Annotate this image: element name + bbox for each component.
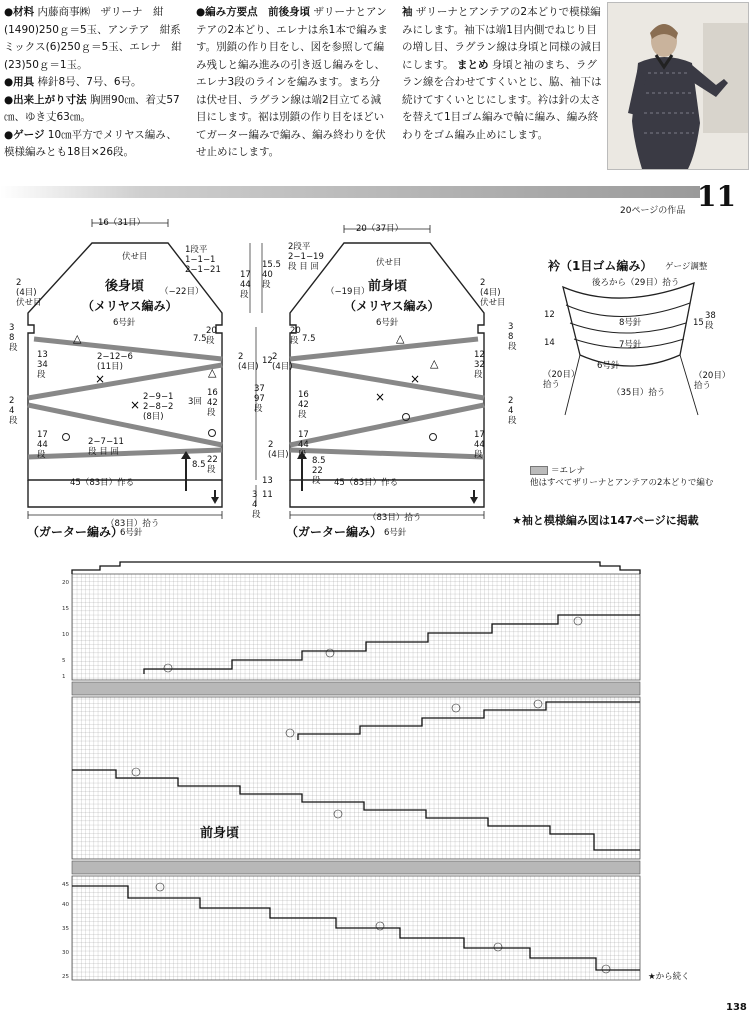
front-cross-mark: × [410,372,421,386]
back-short-row-1: 2−12−6 (11目) [97,352,133,372]
front-top-width: 20（37目） [356,224,404,234]
front-cast-on: 45（83目）作る [334,478,399,488]
center-dim-155: 15.5 40 段 [262,260,281,290]
front-right-3: 3 8 段 [508,322,517,352]
collar-title: 衿（1目ゴム編み） [548,259,653,273]
center-dim-11: 11 [262,490,273,500]
chart-title: 前身頃 [200,826,240,841]
row-label-b0: 45 [62,882,69,888]
materials-column [4,4,186,162]
back-circle-mark-2 [209,430,216,437]
row-label-t1: 15 [62,606,69,612]
legend-elena: ＝エレナ [551,466,586,476]
collar-needle6: 6号針 [597,361,620,371]
back-triangle-mark-2: △ [208,366,217,379]
front-hem-label: （ガーター編み） [286,525,383,539]
sleeve-text: ザリーナとアンテアの2本どりで模様編みにします。袖下は端1目内側でねじり目の増し目、ラグラン線は身頃と同様の減目にします。 [402,6,602,71]
row-label-b4: 25 [62,974,69,980]
back-stripe-3 [28,405,222,445]
collar-needle7: 7号針 [619,340,642,350]
back-right-85: 8.5 [192,460,206,470]
points-label: ●編み方要点 前後身頃 [196,6,311,18]
front-left-85: 8.5 22 段 [312,456,326,486]
page-reference: 20ページの作品 [620,206,686,216]
row-label-b1: 40 [62,902,69,908]
back-title: 後身頃 [105,279,145,294]
collar-front-pick: （35目）拾う [612,388,666,398]
tools-text: 棒針8号、7号、6号。 [37,76,142,88]
collar-back-pick: 後ろから（29目）拾う [592,278,680,288]
collar-needle8: 8号針 [619,318,642,328]
front-circle-mark-2 [430,434,437,441]
back-side-mid: 7.5 [193,334,207,344]
collar-dim-right-38: 38 段 [705,311,716,331]
back-cast-on: 45（83目）作る [70,478,135,488]
page-number: 138 [726,1002,747,1013]
size-text: 胸囲90㎝、着丈57㎝、ゆき丈63㎝。 [4,93,180,123]
back-short-row-2-count: 3回 [188,397,202,407]
front-left-20: 20 段 [290,326,301,346]
tools-label: ●用具 [4,76,35,88]
model-illustration [608,3,748,169]
front-neck-left: （−19目） [326,287,370,297]
chart-continue: ★から続く [648,972,690,982]
front-bind-off: 伏せ目 [376,258,402,268]
finish-label: まとめ [457,58,489,71]
front-left-16: 16 42 段 [298,390,309,420]
front-side-top: 2 (4目) 伏せ目 [480,278,506,308]
yarn-legend [530,465,713,489]
collar-side-left: （20目） 拾う [543,370,580,390]
row-label-b2: 35 [62,926,69,932]
materials-text: 内藤商事㈱ ザリーナ 紺(1490)250ｇ＝5玉、アンテア 紺系ミックス(6)250ｇ＝5玉、エレナ 紺(23)50ｇ＝1玉。 [4,6,182,71]
back-triangle-mark: △ [73,332,82,345]
chart-section-top [72,574,640,680]
center-dim-3: 3 4 段 [252,490,261,520]
center-dim-2: 2 (4目) [268,440,289,460]
back-stripe-4 [28,450,222,457]
back-pickup: （83目）拾う [106,519,160,529]
front-subtitle: （メリヤス編み） [344,299,440,313]
front-cross-mark-2: × [375,390,386,404]
back-right-2: 2 (4目) [238,352,259,372]
back-raglan-note: 1段平 1−1−1 2−1−21 [185,245,221,275]
row-label-b3: 30 [62,950,69,956]
gauge-label: ●ゲージ [4,128,45,141]
front-pickup: （83目）拾う [368,513,422,523]
row-label-t4: 1 [62,674,66,680]
elena-swatch [530,466,548,475]
pattern-number: 11 [697,180,736,213]
model-photo [607,2,749,170]
back-left-3: 3 8 段 [9,323,18,353]
center-dim-37: 37 97 段 [254,384,265,414]
back-top-width: 16（31目） [98,218,146,228]
size-label: ●出来上がり寸法 [4,93,87,106]
back-right-22: 22 段 [207,455,218,475]
front-hem-needle: 6号針 [384,528,407,538]
front-left-17: 17 44 段 [298,430,309,460]
front-triangle-mark: △ [396,332,405,345]
back-left-17: 17 44 段 [37,430,48,460]
collar-dim-left-12: 12 [544,310,555,320]
legend-others: 他はすべてザリーナとアンテアの2本どりで編む [530,478,714,488]
row-label-t2: 10 [62,632,69,638]
back-side-20: 20 段 [206,326,217,346]
instructions-column [196,4,390,162]
back-circle-mark [63,434,70,441]
finish-text: 身頃と袖のまち、ラグラン線を合わせてすくいとじ、脇、袖下は続けてすくいとじにします。衿は針の太さを替えて1目ゴム編みで輪に編み、編み終わりをゴム編み止めにします。 [402,58,602,141]
collar-dim-right-15: 15 [693,318,704,328]
front-left-75: 7.5 [302,334,316,344]
materials-label: ●材料 [4,6,35,18]
front-stripe-3 [290,405,484,445]
back-right-16: 16 42 段 [207,388,218,418]
front-stripe-2 [290,365,484,398]
notice-text: ★袖と模様編み図は147ページに掲載 [512,514,699,527]
row-label-t3: 5 [62,658,66,664]
center-dim-13: 13 [262,476,273,486]
collar-dim-left-14: 14 [544,338,555,348]
sleeve-column [402,4,604,144]
back-cross-mark: × [95,372,106,386]
front-triangle-mark-2: △ [430,357,439,370]
front-left-2: 2 (4目) [272,352,293,372]
front-right-17: 17 44 段 [474,430,485,460]
sleeve-label: 袖 [402,6,413,18]
back-hem-needle: 6号針 [120,528,143,538]
front-title: 前身頃 [368,279,408,294]
back-short-row-2: 2−9−1 2−8−2 (8目) [143,392,174,422]
back-hem-label: （ガーター編み） [27,525,124,539]
stitch-chart [60,556,660,988]
collar-gauge-adj: ゲージ調整 [665,262,708,272]
back-neck-left: （−22目） [160,287,204,297]
chart-elena-band-2 [72,861,640,874]
points-text: ザリーナとアンテアの2本どり、エレナは糸1本で編みます。別鎖の作り目をし、図を参照して編み残しと編み進みの引き返し編みをし、エレナ3段のラインを編みます。まち分は伏せ目、ラグラン線は端2目立てる減目にします。裾は別鎖の作り目をほどいてガーター編みで編み、編み終わりを伏せ止めにします。 [196,6,388,158]
front-right-12: 12 32 段 [474,350,485,380]
back-subtitle: （メリヤス編み） [82,299,178,313]
back-left-13: 13 34 段 [37,350,48,380]
chart-elena-band-1 [72,682,640,695]
back-left-2: 2 4 段 [9,396,18,426]
back-bind-off: 伏せ目 [122,252,148,262]
back-raglan-dim: 17 44 段 [240,270,251,300]
front-raglan-note: 2段平 2−1−19 段 目 回 [288,242,324,272]
row-label-t0: 20 [62,580,69,586]
front-needle: 6号針 [376,318,399,328]
back-side-top: 2 (4目) 伏せ目 [16,278,42,308]
raglan-steps-top [72,562,640,574]
section-divider [0,186,700,198]
center-dim-12: 12 [262,356,273,366]
back-cross-mark-2: × [130,398,141,412]
back-needle: 6号針 [113,318,136,328]
front-stripe-1 [290,339,478,359]
gauge-text: 10㎝平方でメリヤス編み、模様編みとも18目×26段。 [4,128,177,158]
collar-side-right: （20目） 拾う [694,371,731,391]
back-short-row-3: 2−7−11 段 目 回 [88,437,124,457]
front-right-2: 2 4 段 [508,396,517,426]
